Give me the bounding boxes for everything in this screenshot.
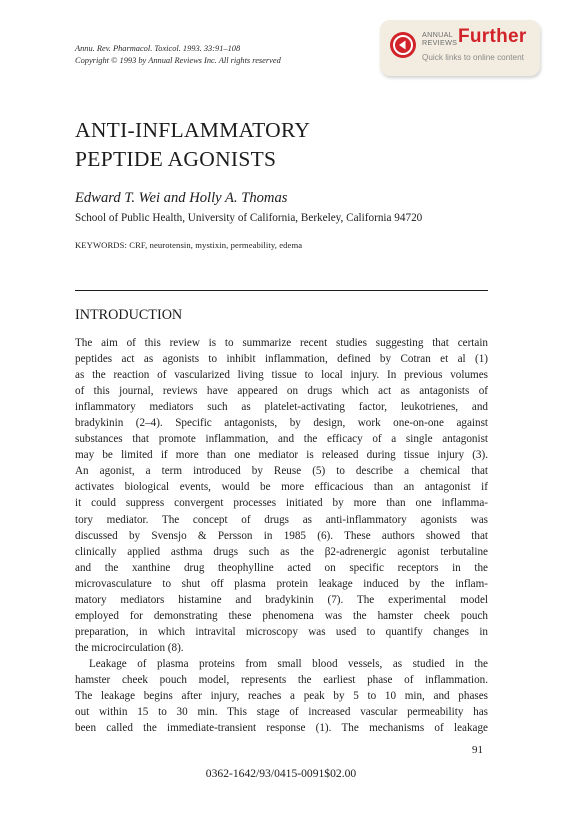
- body-line: the microcirculation (8).: [75, 641, 184, 654]
- body-text: [75, 335, 488, 736]
- body-line: as the reaction of vascularized living tissue to local injury. In previous volumes: [75, 369, 488, 382]
- body-line: An agonist, a term introduced by Reuse (5) to describe a chemical that: [75, 465, 488, 478]
- article-title: [75, 116, 310, 174]
- body-line: employed for demonstrating these phenomena was the hamster cheek pouch: [75, 609, 488, 622]
- body-line: may be limited if more than one mediator is released during tissue injury (3).: [75, 449, 488, 462]
- quick-links-label[interactable]: Quick links to online content: [422, 53, 524, 62]
- section-divider: [75, 290, 488, 291]
- citation-copyright: Copyright © 1993 by Annual Reviews Inc. All rights reserved: [75, 56, 281, 65]
- body-line: inflammatory mediators such as platelet-activating factor, leukotrienes, and: [75, 401, 488, 414]
- title-line-1: ANTI-INFLAMMATORY: [75, 118, 311, 142]
- body-line: The leakage begins after injury, reaches a peak by 5 to 10 min, and phases: [75, 690, 488, 703]
- citation-header: [75, 43, 281, 67]
- body-line: The aim of this review is to summarize recent studies suggesting that certain: [75, 337, 488, 349]
- title-line-2: PEPTIDE AGONISTS: [75, 147, 277, 171]
- section-heading: INTRODUCTION: [75, 307, 183, 323]
- body-line: of this journal, reviews have appeared on drugs which act as antagonists of: [75, 385, 488, 398]
- keywords: KEYWORDS: CRF, neurotensin, mystixin, permeability, edema: [75, 240, 303, 250]
- body-line: and the xanthine drug theophylline acted on specific receptors in the: [75, 561, 488, 574]
- annual-reviews-wordmark: [422, 31, 457, 47]
- body-line: out within 15 to 30 min. This stage of increased vascular permeability has: [75, 706, 488, 719]
- body-line: hamster cheek pouch model, represents the earliest phase of inflammation.: [75, 673, 488, 686]
- body-line: activates biological events, would be more efficacious than an antagonist if: [75, 481, 488, 494]
- body-line: discussed by Svensjo & Persson in 1985 (6). These authors showed that: [75, 529, 488, 542]
- further-label[interactable]: Further: [458, 26, 527, 47]
- body-line: it could suppress convergent processes initiated by more than one inflamma-: [75, 497, 488, 510]
- body-line: Leakage of plasma proteins from small blood vessels, as studied in the: [89, 657, 488, 670]
- body-line: microvasculature to shut off plasma protein leakage induced by the inflam-: [75, 577, 488, 590]
- footer-code: 0362-1642/93/0415-0091$02.00: [205, 767, 357, 780]
- body-line: clinically applied asthma drugs such as the β2-adrenergic agonist terbutaline: [75, 545, 488, 558]
- play-circle-icon: [390, 32, 416, 58]
- body-line: tory mediator. The concept of drugs as anti-inflammatory agonists was: [75, 513, 488, 526]
- body-line: bradykinin (2–4). Specific antagonists, by design, work one-on-one against: [75, 417, 488, 430]
- page-number: 91: [472, 744, 483, 756]
- authors: Edward T. Wei and Holly A. Thomas: [75, 190, 288, 206]
- reviews-label: REVIEWS: [422, 38, 458, 47]
- further-badge[interactable]: [380, 20, 540, 76]
- annual-label: ANNUAL: [422, 30, 453, 39]
- affiliation: School of Public Health, University of California, Berkeley, California 94720: [75, 212, 423, 224]
- body-line: matory mediators histamine and bradykinin (7). The experimental model: [75, 593, 488, 606]
- body-line: substances that promote inflammation, and the efficacy of a single antagonist: [75, 433, 488, 446]
- body-line: been called the immediate-transient response (1). The mechanisms of leakage: [75, 722, 488, 735]
- citation-journal: Annu. Rev. Pharmacol. Toxicol. 1993. 33:91–108: [75, 44, 241, 53]
- body-line: preparation, in which intravital microscopy was used to quantify changes in: [75, 625, 488, 638]
- body-line: peptides act as agonists to inhibit inflammation, defined by Cotran et al (1): [75, 353, 488, 366]
